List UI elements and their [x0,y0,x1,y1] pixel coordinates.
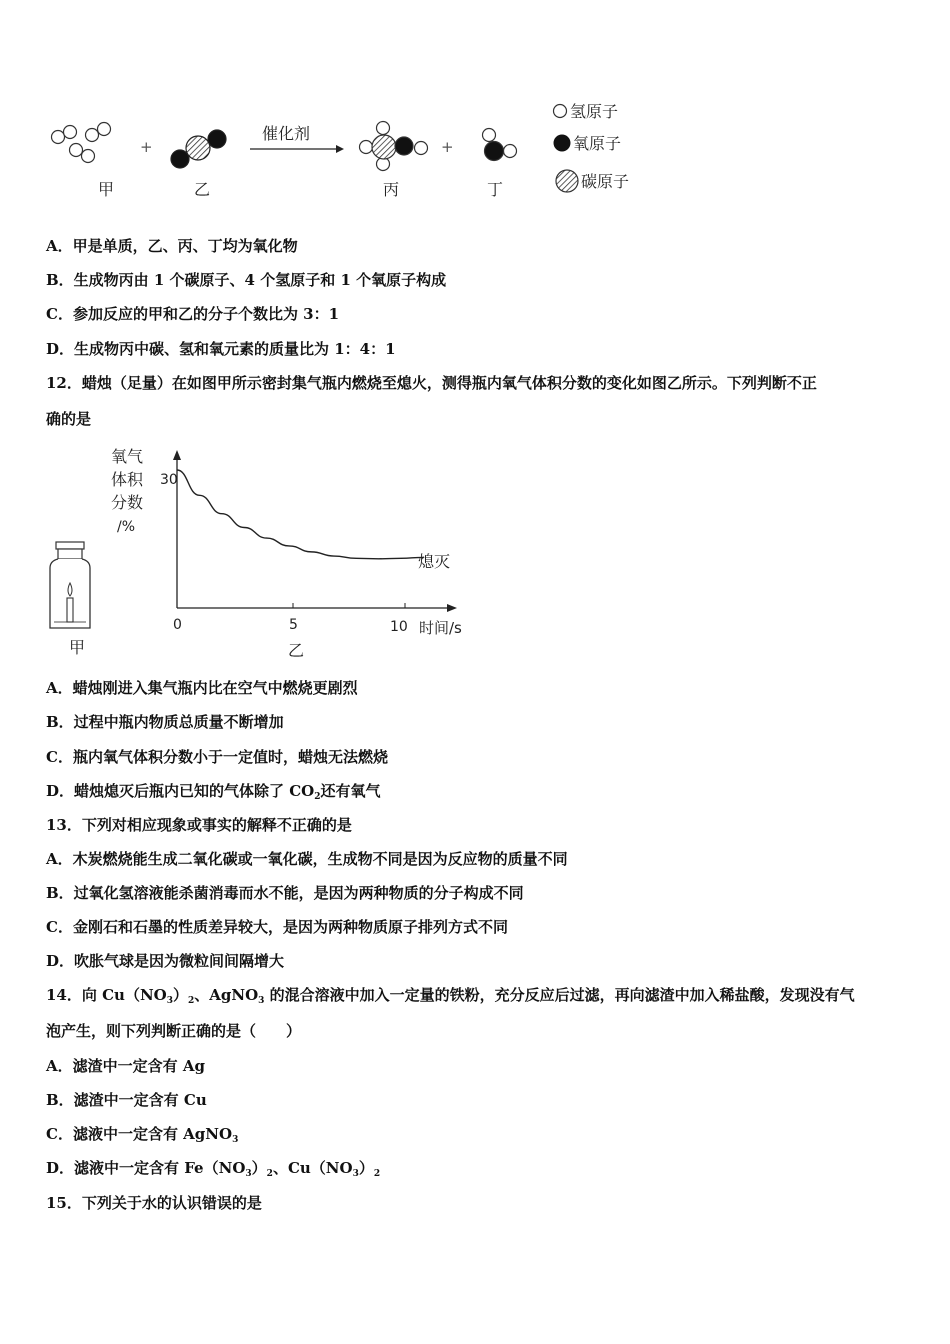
q14-option-c-text: C．滤液中一定含有 AgNO [46,1125,233,1143]
label-ding: 丁 [487,180,504,199]
x-tick-5: 5 [289,617,298,633]
label-yi: 乙 [194,180,211,199]
q12-option-b: B．过程中瓶内物质总质量不断增加 [46,713,284,731]
legend-oxygen: 氧原子 [573,134,622,153]
q12-option-d [46,781,381,807]
y-tick-30: 30 [160,472,178,488]
legend-carbon: 碳原子 [581,172,630,191]
extinguished-label: 熄灭 [418,552,451,571]
reaction-diagram [40,95,660,210]
oxygen-fraction-chart [105,440,475,662]
q14-stem-sub2: 2 [188,996,195,1006]
hydrogen-atom-icon [554,105,567,118]
q14-stem-part4: 的混合溶液中加入一定量的铁粉，充分反应后过滤，再向滤渣中加入稀盐酸，发现没有气 [264,986,855,1004]
y-label-line1: 氧气 [111,447,144,466]
q13-option-a: A．木炭燃烧能生成二氧化碳或一氧化碳，生成物不同是因为反应物的质量不同 [46,850,568,868]
legend-hydrogen: 氢原子 [570,102,619,121]
q14-stem-line1 [46,985,855,1011]
q14-option-d-part1: D．滤液中一定含有 Fe（NO [46,1159,246,1177]
y-label-line2: 体积 [111,470,144,489]
reactant-yi-molecule [171,130,226,168]
q12-option-d-text: D．蜡烛熄灭后瓶内已知的气体除了 CO [46,782,315,800]
q14-option-c [46,1124,238,1150]
q13-option-d: D．吹胀气球是因为微粒间间隔增大 [46,952,285,970]
q14-stem-part3: 、AgNO [194,986,259,1004]
q11-option-b: B．生成物丙由 1 个碳原子、4 个氢原子和 1 个氧原子构成 [46,271,447,289]
label-bing: 丙 [383,180,400,199]
q12-option-d-sub: 2 [314,792,321,802]
q12-stem-line1: 12．蜡烛（足量）在如图甲所示密封集气瓶内燃烧至熄火，测得瓶内氧气体积分数的变化如图乙所示。下列判断不正 [46,374,817,392]
product-ding-molecule [483,129,517,161]
x-axis-label: 时间/s [419,619,462,637]
reactant-jia-molecules [52,123,111,163]
q12-stem-line2: 确的是 [46,410,92,428]
x-tick-10: 10 [390,619,408,635]
carbon-atom-icon [556,170,578,192]
catalyst-label: 催化剂 [262,124,311,143]
q14-option-d-sub3: 3 [352,1169,359,1179]
q11-option-a: A．甲是单质，乙、丙、丁均为氧化物 [46,237,298,255]
q14-option-d-sub4: 2 [373,1169,381,1179]
q14-stem-sub3: 3 [258,996,265,1006]
q14-stem-part1: 14．向 Cu（NO [46,986,167,1004]
q11-option-d: D．生成物丙中碳、氢和氧元素的质量比为 1：4：1 [46,340,396,358]
q14-option-b: B．滤渣中一定含有 Cu [46,1091,207,1109]
label-jia: 甲 [98,180,115,199]
q14-option-a: A．滤渣中一定含有 Ag [46,1057,205,1075]
y-label-line4: /% [117,519,136,535]
q14-option-d [46,1158,380,1184]
chart-label: 乙 [288,641,305,660]
oxygen-series-line [177,470,423,559]
q12-option-a: A．蜡烛刚进入集气瓶内比在空气中燃烧更剧烈 [46,679,358,697]
q14-stem-sub1: 3 [166,996,173,1006]
plus-sign-2: + [441,138,454,156]
candle-jar-figure [44,538,104,658]
y-label-line3: 分数 [111,493,144,512]
q14-option-d-sub2: 2 [266,1169,273,1179]
q13-option-c: C．金刚石和石墨的性质差异较大，是因为两种物质原子排列方式不同 [46,918,508,936]
q11-option-c: C．参加反应的甲和乙的分子个数比为 3：1 [46,305,340,323]
q12-option-c: C．瓶内氧气体积分数小于一定值时，蜡烛无法燃烧 [46,748,388,766]
q14-option-d-part4: ） [358,1159,374,1177]
q14-option-d-sub1: 3 [245,1169,252,1179]
q13-stem: 13．下列对相应现象或事实的解释不正确的是 [46,816,352,834]
product-bing-molecule [360,122,428,171]
q14-stem-part2: ） [172,986,188,1004]
q14-option-d-part3: 、Cu（NO [272,1159,353,1177]
q12-option-d-tail: 还有氧气 [320,782,381,800]
plus-sign-1: + [140,138,153,156]
q15-stem: 15．下列关于水的认识错误的是 [46,1194,262,1212]
origin-label: 0 [173,617,182,633]
q14-option-c-sub: 3 [232,1135,239,1145]
jar-label: 甲 [69,638,86,657]
oxygen-atom-icon [554,135,571,152]
q14-stem-line2: 泡产生，则下列判断正确的是（ ） [46,1022,302,1040]
q14-option-d-part2: ） [251,1159,267,1177]
q13-option-b: B．过氧化氢溶液能杀菌消毒而水不能，是因为两种物质的分子构成不同 [46,884,524,902]
